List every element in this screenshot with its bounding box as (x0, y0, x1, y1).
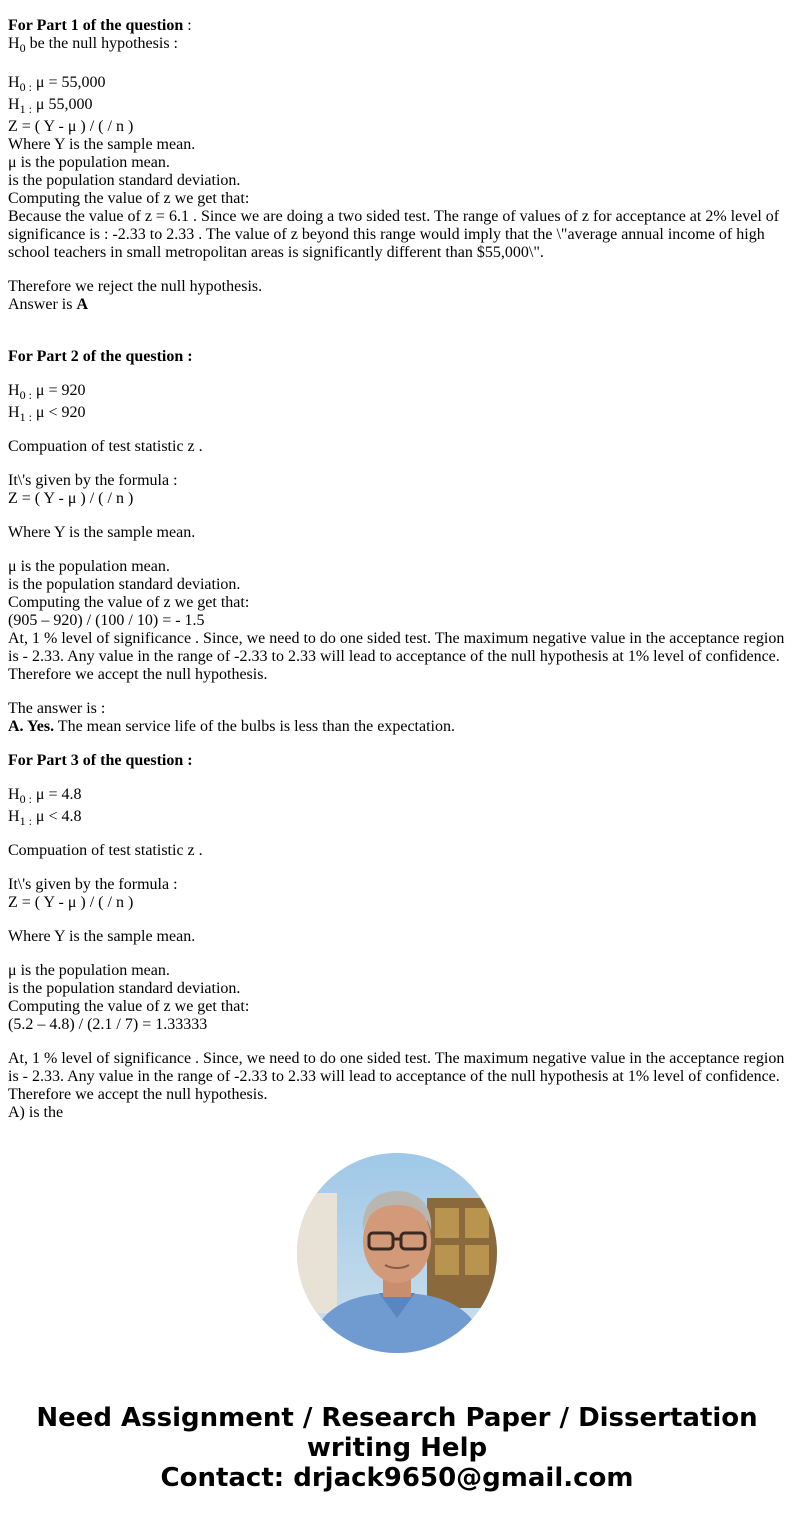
part1-because: Because the value of z = 6.1 . Since we are doing a two sided test. The range of values of z for acceptance at 2% level of significance is : -2.33 to 2.33 . The value of z beyond this range would imply that the \"average annual income of high school teachers in small metropolitan areas is significantly different than $55,000\". (8, 208, 780, 261)
part1-h0 (8, 74, 786, 92)
part2-heading (8, 348, 786, 366)
answer-prefix: Answer is (8, 296, 77, 313)
part1-heading-suffix: : (183, 17, 192, 34)
part3-at: At, 1 % level of significance . Since, we need to do one sided test. The maximum negative value in the acceptance region is - 2.33. Any value in the range of -2.33 to 2.33 will lead to acceptance of the null hypothesis at 1% level of confidence. (8, 1050, 785, 1085)
avatar-wall-panel (465, 1208, 489, 1238)
h-subscript: 1 : (19, 410, 32, 424)
part3-heading-text: For Part 3 of the question : (8, 752, 193, 769)
answer-value: A (76, 296, 88, 313)
part3-sigma-def: is the population standard deviation. (8, 980, 241, 997)
author-avatar (297, 1153, 497, 1353)
answer-text: The mean service life of the bulbs is less than the expectation. (54, 718, 455, 735)
footer-contact: Contact: drjack9650@gmail.com (160, 1463, 634, 1493)
part3-cut-line: A) is the (8, 1104, 64, 1121)
part2-where-y: Where Y is the sample mean. (8, 524, 196, 541)
footer-line-2: writing Help (306, 1433, 488, 1463)
part1-heading: For Part 1 of the question (8, 17, 184, 34)
answer-bold: A. Yes. (8, 718, 55, 735)
part3-calc: (5.2 – 4.8) / (2.1 / 7) = 1.33333 (8, 1016, 208, 1033)
avatar-wall-panel (435, 1208, 459, 1238)
part3-where-y: Where Y is the sample mean. (8, 928, 196, 945)
part1-h1 (8, 96, 786, 114)
part3-heading (8, 752, 786, 770)
part2-accept: Therefore we accept the null hypothesis. (8, 666, 268, 683)
h-letter: H (8, 35, 20, 52)
footer-banner (0, 1403, 794, 1493)
part1-sigma-def: is the population standard deviation. (8, 172, 241, 189)
part2-mu-def: μ is the population mean. (8, 558, 170, 575)
part2-answer-is: The answer is : (8, 700, 106, 717)
part3-h1 (8, 808, 786, 826)
avatar-wall-panel (465, 1245, 489, 1275)
part3-accept: Therefore we accept the null hypothesis. (8, 1086, 268, 1103)
h-letter: H (8, 404, 20, 421)
part1-mu-def: μ is the population mean. (8, 154, 170, 171)
part3-formula: Z = ( Y - μ ) / ( / n ) (8, 894, 134, 911)
part1-null-intro (8, 35, 786, 53)
part3-given: It\'s given by the formula : (8, 876, 178, 893)
h0-text: μ = 55,000 (31, 74, 106, 91)
h-subscript: 0 : (19, 792, 32, 806)
h-subscript: 0 : (19, 388, 32, 402)
part2-h0 (8, 382, 786, 400)
part1-heading-line (8, 17, 786, 35)
avatar-wall-panel (435, 1245, 459, 1275)
part2-compuation: Compuation of test statistic z . (8, 438, 203, 455)
h-letter: H (8, 786, 20, 803)
part2-sigma-def: is the population standard deviation. (8, 576, 241, 593)
h0-text: μ = 920 (31, 382, 86, 399)
h-letter: H (8, 74, 20, 91)
author-portrait (297, 1153, 497, 1353)
part3-h0 (8, 786, 786, 804)
part2-heading-text: For Part 2 of the question : (8, 348, 193, 365)
part3-computing: Computing the value of z we get that: (8, 998, 250, 1015)
part2-answer (8, 718, 786, 736)
part1-computing: Computing the value of z we get that: (8, 190, 250, 207)
h-letter: H (8, 808, 20, 825)
part1-reject: Therefore we reject the null hypothesis. (8, 278, 263, 295)
h1-text: μ < 4.8 (31, 808, 82, 825)
h-subscript: 0 : (19, 80, 32, 94)
footer-line-1: Need Assignment / Research Paper / Dissertation (36, 1403, 758, 1433)
part2-formula: Z = ( Y - μ ) / ( / n ) (8, 490, 134, 507)
part3-mu-def: μ is the population mean. (8, 962, 170, 979)
part1-formula: Z = ( Y - μ ) / ( / n ) (8, 118, 134, 135)
avatar-left-wall (297, 1193, 337, 1313)
null-intro-text: be the null hypothesis : (25, 35, 178, 52)
h-letter: H (8, 96, 20, 113)
solution-content (8, 0, 786, 1122)
part2-h1 (8, 404, 786, 422)
h1-text: μ 55,000 (31, 96, 93, 113)
part3-compuation: Compuation of test statistic z . (8, 842, 203, 859)
h0-text: μ = 4.8 (31, 786, 82, 803)
h-subscript: 0 (19, 41, 26, 55)
part2-at: At, 1 % level of significance . Since, we need to do one sided test. The maximum negative value in the acceptance region is - 2.33. Any value in the range of -2.33 to 2.33 will lead to acceptance of the null hypothesis at 1% level of confidence. (8, 630, 785, 665)
part1-where-y: Where Y is the sample mean. (8, 136, 196, 153)
part2-computing: Computing the value of z we get that: (8, 594, 250, 611)
h-subscript: 1 : (19, 814, 32, 828)
part2-calc: (905 – 920) / (100 / 10) = - 1.5 (8, 612, 205, 629)
h1-text: μ < 920 (31, 404, 86, 421)
part2-given: It\'s given by the formula : (8, 472, 178, 489)
h-letter: H (8, 382, 20, 399)
part1-answer (8, 296, 786, 314)
h-subscript: 1 : (19, 102, 32, 116)
